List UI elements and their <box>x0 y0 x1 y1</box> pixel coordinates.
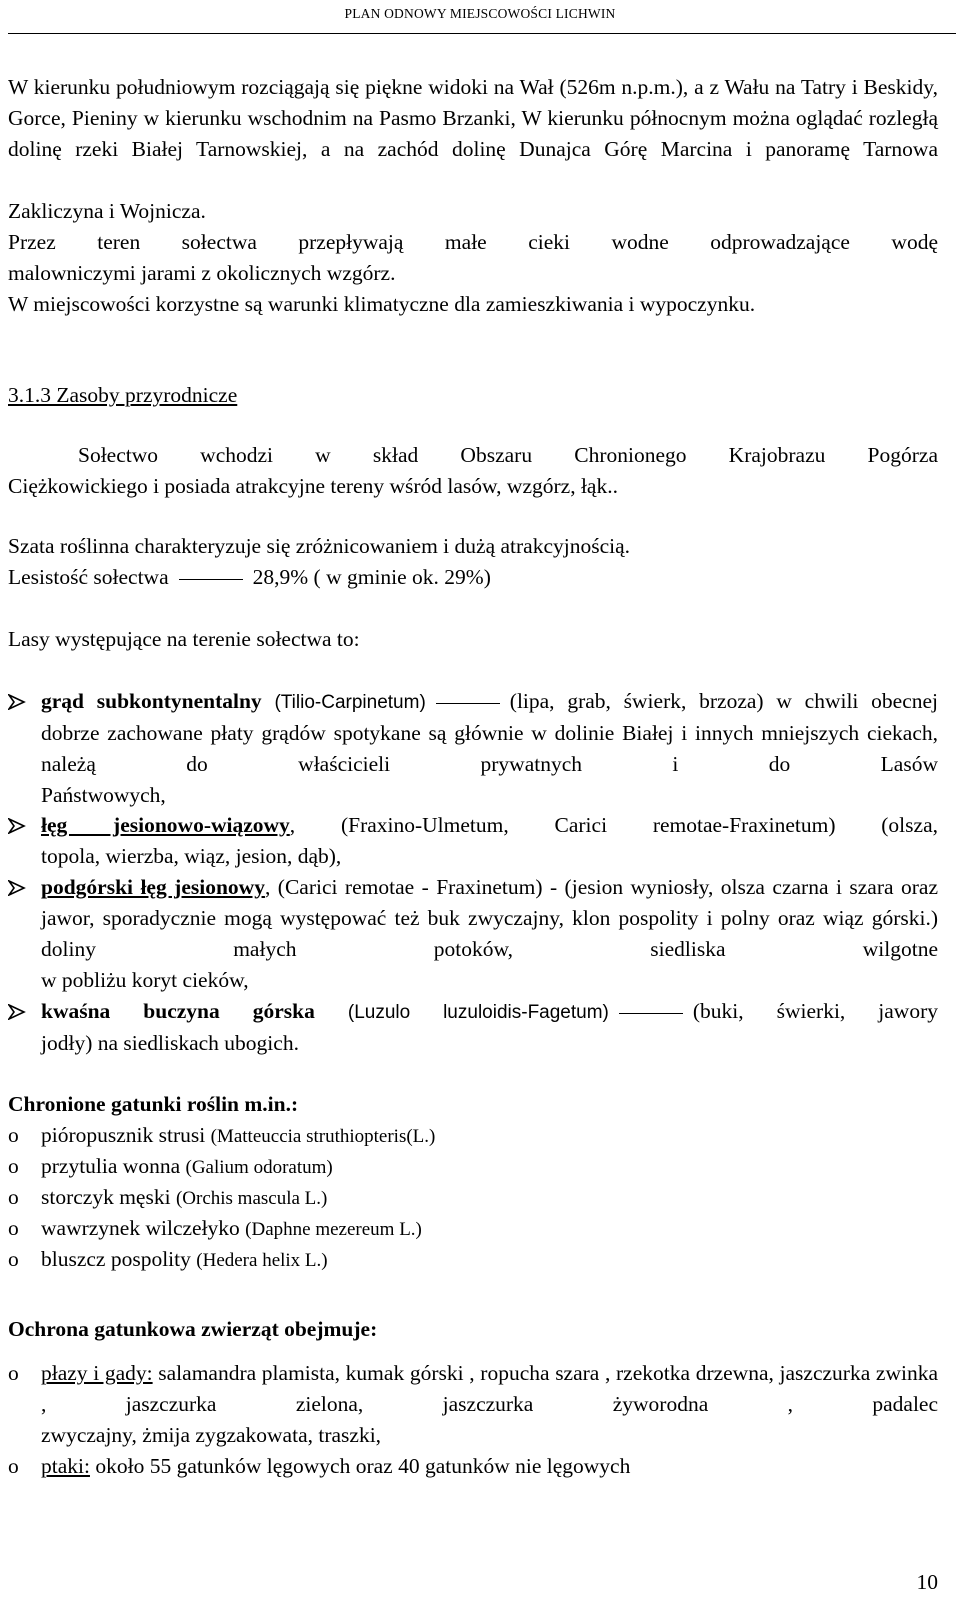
intro-paragraph-2: Przez teren sołectwa przepływają małe cieki wodne odprowadzające wodę <box>8 230 938 254</box>
forest-name: łęg jesionowo-wiązowy <box>41 813 290 837</box>
list-item-plant <box>8 1151 938 1183</box>
plant-name: pióropusznik strusi <box>41 1123 206 1147</box>
forest-description-last: jodły) na siedliskach ubogich. <box>41 1031 299 1055</box>
forest-description: w chwili obecnej dobrze zachowane płaty grądów spotykane są głównie w dolinie Białej i innych mniejszych ciekach, należą do właścicieli prywatnych i do Lasów <box>41 689 939 776</box>
running-header: PLAN ODNOWY MIEJSCOWOŚCI LICHWIN <box>344 6 616 21</box>
animals-heading: Ochrona gatunkowa zwierząt obejmuje: <box>8 1317 378 1341</box>
arrow-bullet-icon <box>8 694 26 710</box>
list-item-forest-3 <box>8 872 938 996</box>
forest-description-last: w pobliżu koryt cieków, <box>41 968 249 992</box>
plant-name: przytulia wonna <box>41 1154 181 1178</box>
forest-description-last: topola, wierzba, wiąz, jesion, dąb), <box>41 844 342 868</box>
section-paragraph-1-last: Ciężkowickiego i posiada atrakcyjne tereny wśród lasów, wzgórz, łąk.. <box>8 474 618 498</box>
plant-latin: (Matteuccia struthiopteris(L.) <box>210 1126 436 1147</box>
circle-bullet-icon: o <box>8 1361 19 1385</box>
list-item-plant <box>8 1120 938 1152</box>
forest-species: (lipa, grab, świerk, brzoza) <box>509 689 764 713</box>
section-paragraph-4: Lasy występujące na terenie sołectwa to: <box>8 627 360 651</box>
section-heading: 3.1.3 Zasoby przyrodnicze <box>8 383 238 407</box>
circle-bullet-icon: o <box>8 1154 19 1178</box>
dash-rule <box>179 579 243 580</box>
section-paragraph-2: Szata roślinna charakteryzuje się zróżnicowaniem i dużą atrakcyjnością. <box>8 534 631 558</box>
list-item-plant <box>8 1182 938 1214</box>
forest-name: grąd subkontynentalny <box>41 689 262 713</box>
animal-group-text: salamandra plamista, kumak górski , ropucha szara , rzekotka drzewna, jaszczurka zwinka , jaszczurka zielona, jaszczurka żyworodna , padalec <box>41 1361 938 1416</box>
list-item-animal <box>8 1451 938 1482</box>
plant-latin: (Orchis mascula L.) <box>175 1188 328 1209</box>
animal-group-text: około 55 gatunków lęgowych oraz 40 gatunków nie lęgowych <box>89 1454 631 1478</box>
intro-paragraph-1-last: Zakliczyna i Wojnicza. <box>8 199 206 223</box>
forest-description-last: Państwowych, <box>41 783 166 807</box>
list-item-animal <box>8 1358 938 1451</box>
dash-rule <box>619 1013 683 1014</box>
page-number: 10 <box>916 1570 938 1594</box>
plants-heading: Chronione gatunki roślin m.in.: <box>8 1092 299 1116</box>
forest-description: , (Fraxino-Ulmetum, Carici remotae-Fraxinetum) (olsza, <box>289 813 938 837</box>
list-item-forest-2 <box>8 810 938 872</box>
forest-description: , (Carici remotae - Fraxinetum) - (jesion wyniosły, olsza czarna i szara oraz jawor, sporadycznie mogą występować też buk zwyczajny, klon pospolity i polny oraz wiąz górski.) doliny małych potoków, siedliska wilgotne <box>41 875 938 961</box>
forest-latin: (Tilio-Carpinetum) <box>274 692 426 713</box>
forest-cover-label: Lesistość sołectwa <box>8 565 169 589</box>
arrow-bullet-icon <box>8 818 26 834</box>
circle-bullet-icon: o <box>8 1123 19 1147</box>
intro-paragraph-3: W miejscowości korzystne są warunki klimatyczne dla zamieszkiwania i wypoczynku. <box>8 292 756 316</box>
forest-name: kwaśna buczyna górska <box>41 999 315 1023</box>
plant-name: wawrzynek wilczełyko <box>41 1216 240 1240</box>
circle-bullet-icon: o <box>8 1247 19 1271</box>
circle-bullet-icon: o <box>8 1185 19 1209</box>
animal-group-label: ptaki: <box>41 1454 90 1478</box>
intro-paragraph-1: W kierunku południowym rozciągają się piękne widoki na Wał (526m n.p.m.), a z Wału na Tatry i Beskidy, Gorce, Pieniny w kierunku wschodnim na Pasmo Brzanki, W kierunku północnym można oglądać rozległą dolinę rzeki Białej Tarnowskiej, a na zachód dolinę Dunajca Górę Marcina i panoramę Tarnowa <box>8 75 938 161</box>
forest-species: (buki, świerki, jawory <box>692 999 938 1023</box>
plant-latin: (Daphne mezereum L.) <box>245 1219 422 1240</box>
list-item-forest-1 <box>8 686 938 811</box>
dash-rule <box>436 703 500 704</box>
arrow-bullet-icon <box>8 880 26 896</box>
animal-group-label: płazy i gady: <box>41 1361 153 1385</box>
section-paragraph-1: Sołectwo wchodzi w skład Obszaru Chronionego Krajobrazu Pogórza <box>78 443 938 467</box>
intro-paragraph-2-last: malowniczymi jarami z okolicznych wzgórz. <box>8 261 396 285</box>
forest-name: podgórski łęg jesionowy <box>41 875 265 899</box>
section-paragraph-3 <box>8 562 938 593</box>
circle-bullet-icon: o <box>8 1216 19 1240</box>
animal-group-text-last: zwyczajny, żmija zygzakowata, traszki, <box>41 1423 382 1447</box>
plant-latin: (Galium odoratum) <box>185 1157 333 1178</box>
circle-bullet-icon: o <box>8 1454 19 1478</box>
plant-latin: (Hedera helix L.) <box>196 1250 328 1271</box>
arrow-bullet-icon <box>8 1004 26 1020</box>
header-rule <box>8 33 956 34</box>
plant-name: bluszcz pospolity <box>41 1247 191 1271</box>
plant-name: storczyk męski <box>41 1185 171 1209</box>
list-item-forest-4 <box>8 996 938 1059</box>
list-item-plant <box>8 1244 938 1276</box>
list-item-plant <box>8 1213 938 1245</box>
forest-latin: (Luzulo luzuloidis-Fagetum) <box>347 1002 609 1023</box>
forest-cover-value: 28,9% ( w gminie ok. 29%) <box>252 565 491 589</box>
